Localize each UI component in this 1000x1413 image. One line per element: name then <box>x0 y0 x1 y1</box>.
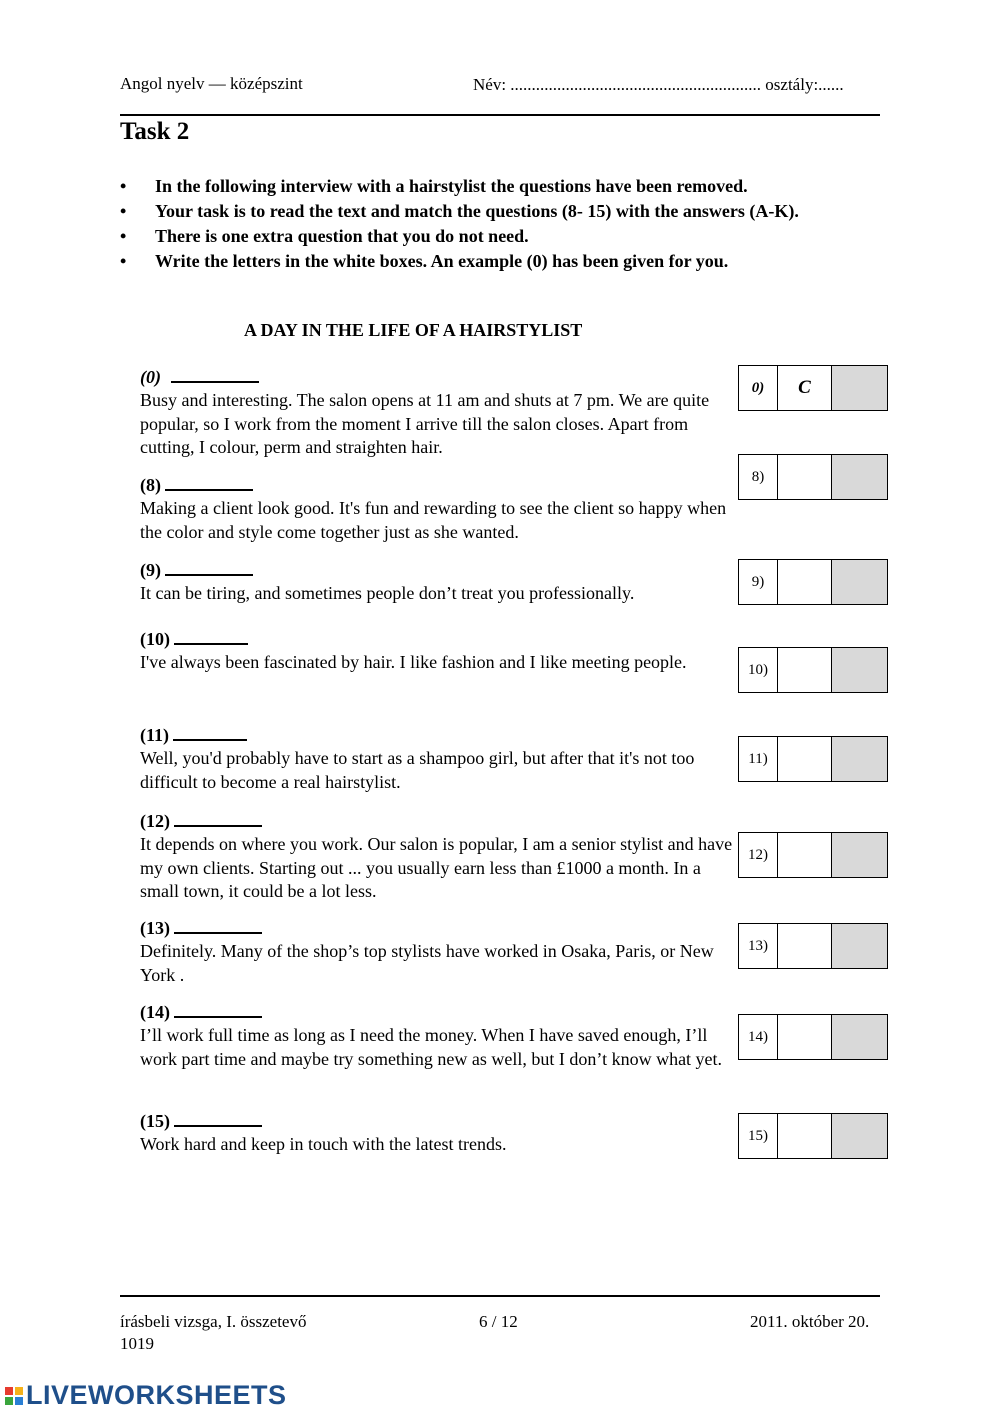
liveworksheets-logo <box>5 1380 287 1411</box>
answer-blank <box>174 629 248 645</box>
answer-box-shaded-cell <box>832 648 887 692</box>
item-text: Making a client look good. It's fun and rewarding to see the client so happy when the color and style come together just as she wanted. <box>140 498 727 542</box>
item-number: (15) <box>140 1111 170 1131</box>
logo-text: LIVEWORKSHEETS <box>26 1380 287 1410</box>
answer-box-label: 13) <box>739 924 778 968</box>
answer-box-label: 14) <box>739 1015 778 1059</box>
item-number: (0) <box>140 367 161 387</box>
answer-box-label: 11) <box>739 737 778 781</box>
answer-input-14[interactable] <box>778 1015 832 1059</box>
item-text: It can be tiring, and sometimes people don’t treat you professionally. <box>140 583 635 604</box>
interview-item <box>140 366 740 459</box>
article-title: A DAY IN THE LIFE OF A HAIRSTYLIST <box>244 320 583 340</box>
answer-input-8[interactable] <box>778 455 832 499</box>
item-text: Work hard and keep in touch with the latest trends. <box>140 1134 507 1155</box>
answer-box-0 <box>738 365 888 411</box>
answer-box-shaded-cell <box>832 924 887 968</box>
header-subject: Angol nyelv — középszint <box>120 74 303 93</box>
interview-item <box>140 1001 740 1071</box>
answer-box-13 <box>738 923 888 969</box>
item-text: Definitely. Many of the shop’s top stylists have worked in Osaka, Paris, or New York . <box>140 941 714 985</box>
instruction-text: Write the letters in the white boxes. An example (0) has been given for you. <box>155 251 729 271</box>
item-text: It depends on where you work. Our salon is popular, I am a senior stylist and have my own clients. Starting out ... you usually earn less than £1000 a month. In a small town, it could be a lot less. <box>140 834 733 901</box>
answer-box-shaded-cell <box>832 1114 887 1158</box>
item-text: Well, you'd probably have to start as a shampoo girl, but after that it's not too difficult to become a real hairstylist. <box>140 748 695 792</box>
bullet-icon: • <box>120 176 127 196</box>
interview-item <box>140 810 740 903</box>
instruction-list <box>120 175 799 275</box>
answer-box-shaded-cell <box>832 737 887 781</box>
bullet-icon: • <box>120 251 127 271</box>
footer-exam-part: írásbeli vizsga, I. összetevő <box>120 1312 307 1331</box>
answer-box-shaded-cell <box>832 366 887 410</box>
item-number: (9) <box>140 560 161 580</box>
instruction-item <box>120 175 799 200</box>
instruction-text: There is one extra question that you do not need. <box>155 226 529 246</box>
header-rule <box>120 114 880 116</box>
item-number: (13) <box>140 918 170 938</box>
footer-rule <box>120 1295 880 1297</box>
answer-box-10 <box>738 647 888 693</box>
header-name-field: Név: ........................................................... osztály:...... <box>473 75 844 94</box>
answer-box-9 <box>738 559 888 605</box>
answer-blank <box>174 1002 262 1018</box>
answer-input-13[interactable] <box>778 924 832 968</box>
item-text: Busy and interesting. The salon opens at 11 am and shuts at 7 pm. We are quite popular, so I work from the moment I arrive till the salon closes. Apart from cutting, I colour, perm and straighten hair. <box>140 390 710 457</box>
interview-item <box>140 474 740 544</box>
item-number: (11) <box>140 725 169 745</box>
answer-blank <box>174 918 262 934</box>
item-number: (14) <box>140 1002 170 1022</box>
answer-box-12 <box>738 832 888 878</box>
interview-item <box>140 1110 740 1157</box>
answer-box-label: 0) <box>739 366 778 410</box>
instruction-item <box>120 200 799 225</box>
answer-input-15[interactable] <box>778 1114 832 1158</box>
interview-item <box>140 628 740 675</box>
answer-box-shaded-cell <box>832 455 887 499</box>
instruction-text: In the following interview with a hairstylist the questions have been removed. <box>155 176 748 196</box>
answer-box-shaded-cell <box>832 560 887 604</box>
answer-blank <box>165 560 253 576</box>
instruction-item <box>120 225 799 250</box>
answer-box-shaded-cell <box>832 833 887 877</box>
item-number: (12) <box>140 811 170 831</box>
answer-box-label: 15) <box>739 1114 778 1158</box>
interview-item <box>140 559 740 606</box>
answer-input-10[interactable] <box>778 648 832 692</box>
item-text: I've always been fascinated by hair. I like fashion and I like meeting people. <box>140 652 687 673</box>
footer-date: 2011. október 20. <box>750 1312 870 1331</box>
answer-blank <box>165 475 253 491</box>
instruction-text: Your task is to read the text and match the questions (8- 15) with the answers (A-K). <box>155 201 799 221</box>
answer-input-12[interactable] <box>778 833 832 877</box>
answer-box-14 <box>738 1014 888 1060</box>
footer-code: 1019 <box>120 1334 154 1353</box>
answer-box-11 <box>738 736 888 782</box>
answer-blank <box>174 811 262 827</box>
item-number: (10) <box>140 629 170 649</box>
answer-blank <box>173 725 247 741</box>
bullet-icon: • <box>120 226 127 246</box>
interview-item <box>140 917 740 987</box>
interview-item <box>140 724 736 794</box>
answer-box-example-value: C <box>778 366 832 410</box>
answer-box-shaded-cell <box>832 1015 887 1059</box>
answer-input-9[interactable] <box>778 560 832 604</box>
logo-grid-icon <box>5 1387 23 1405</box>
answer-box-label: 9) <box>739 560 778 604</box>
answer-blank <box>174 1111 262 1127</box>
answer-box-label: 10) <box>739 648 778 692</box>
task-title: Task 2 <box>120 118 190 145</box>
footer-page-number: 6 / 12 <box>479 1312 518 1331</box>
bullet-icon: • <box>120 201 127 221</box>
answer-box-8 <box>738 454 888 500</box>
answer-box-label: 8) <box>739 455 778 499</box>
answer-box-15 <box>738 1113 888 1159</box>
answer-blank <box>171 367 259 383</box>
item-number: (8) <box>140 475 161 495</box>
answer-box-label: 12) <box>739 833 778 877</box>
instruction-item <box>120 250 799 275</box>
item-text: I’ll work full time as long as I need the money. When I have saved enough, I’ll work part time and maybe try something new as well, but I don’t know what yet. <box>140 1025 723 1069</box>
answer-input-11[interactable] <box>778 737 832 781</box>
